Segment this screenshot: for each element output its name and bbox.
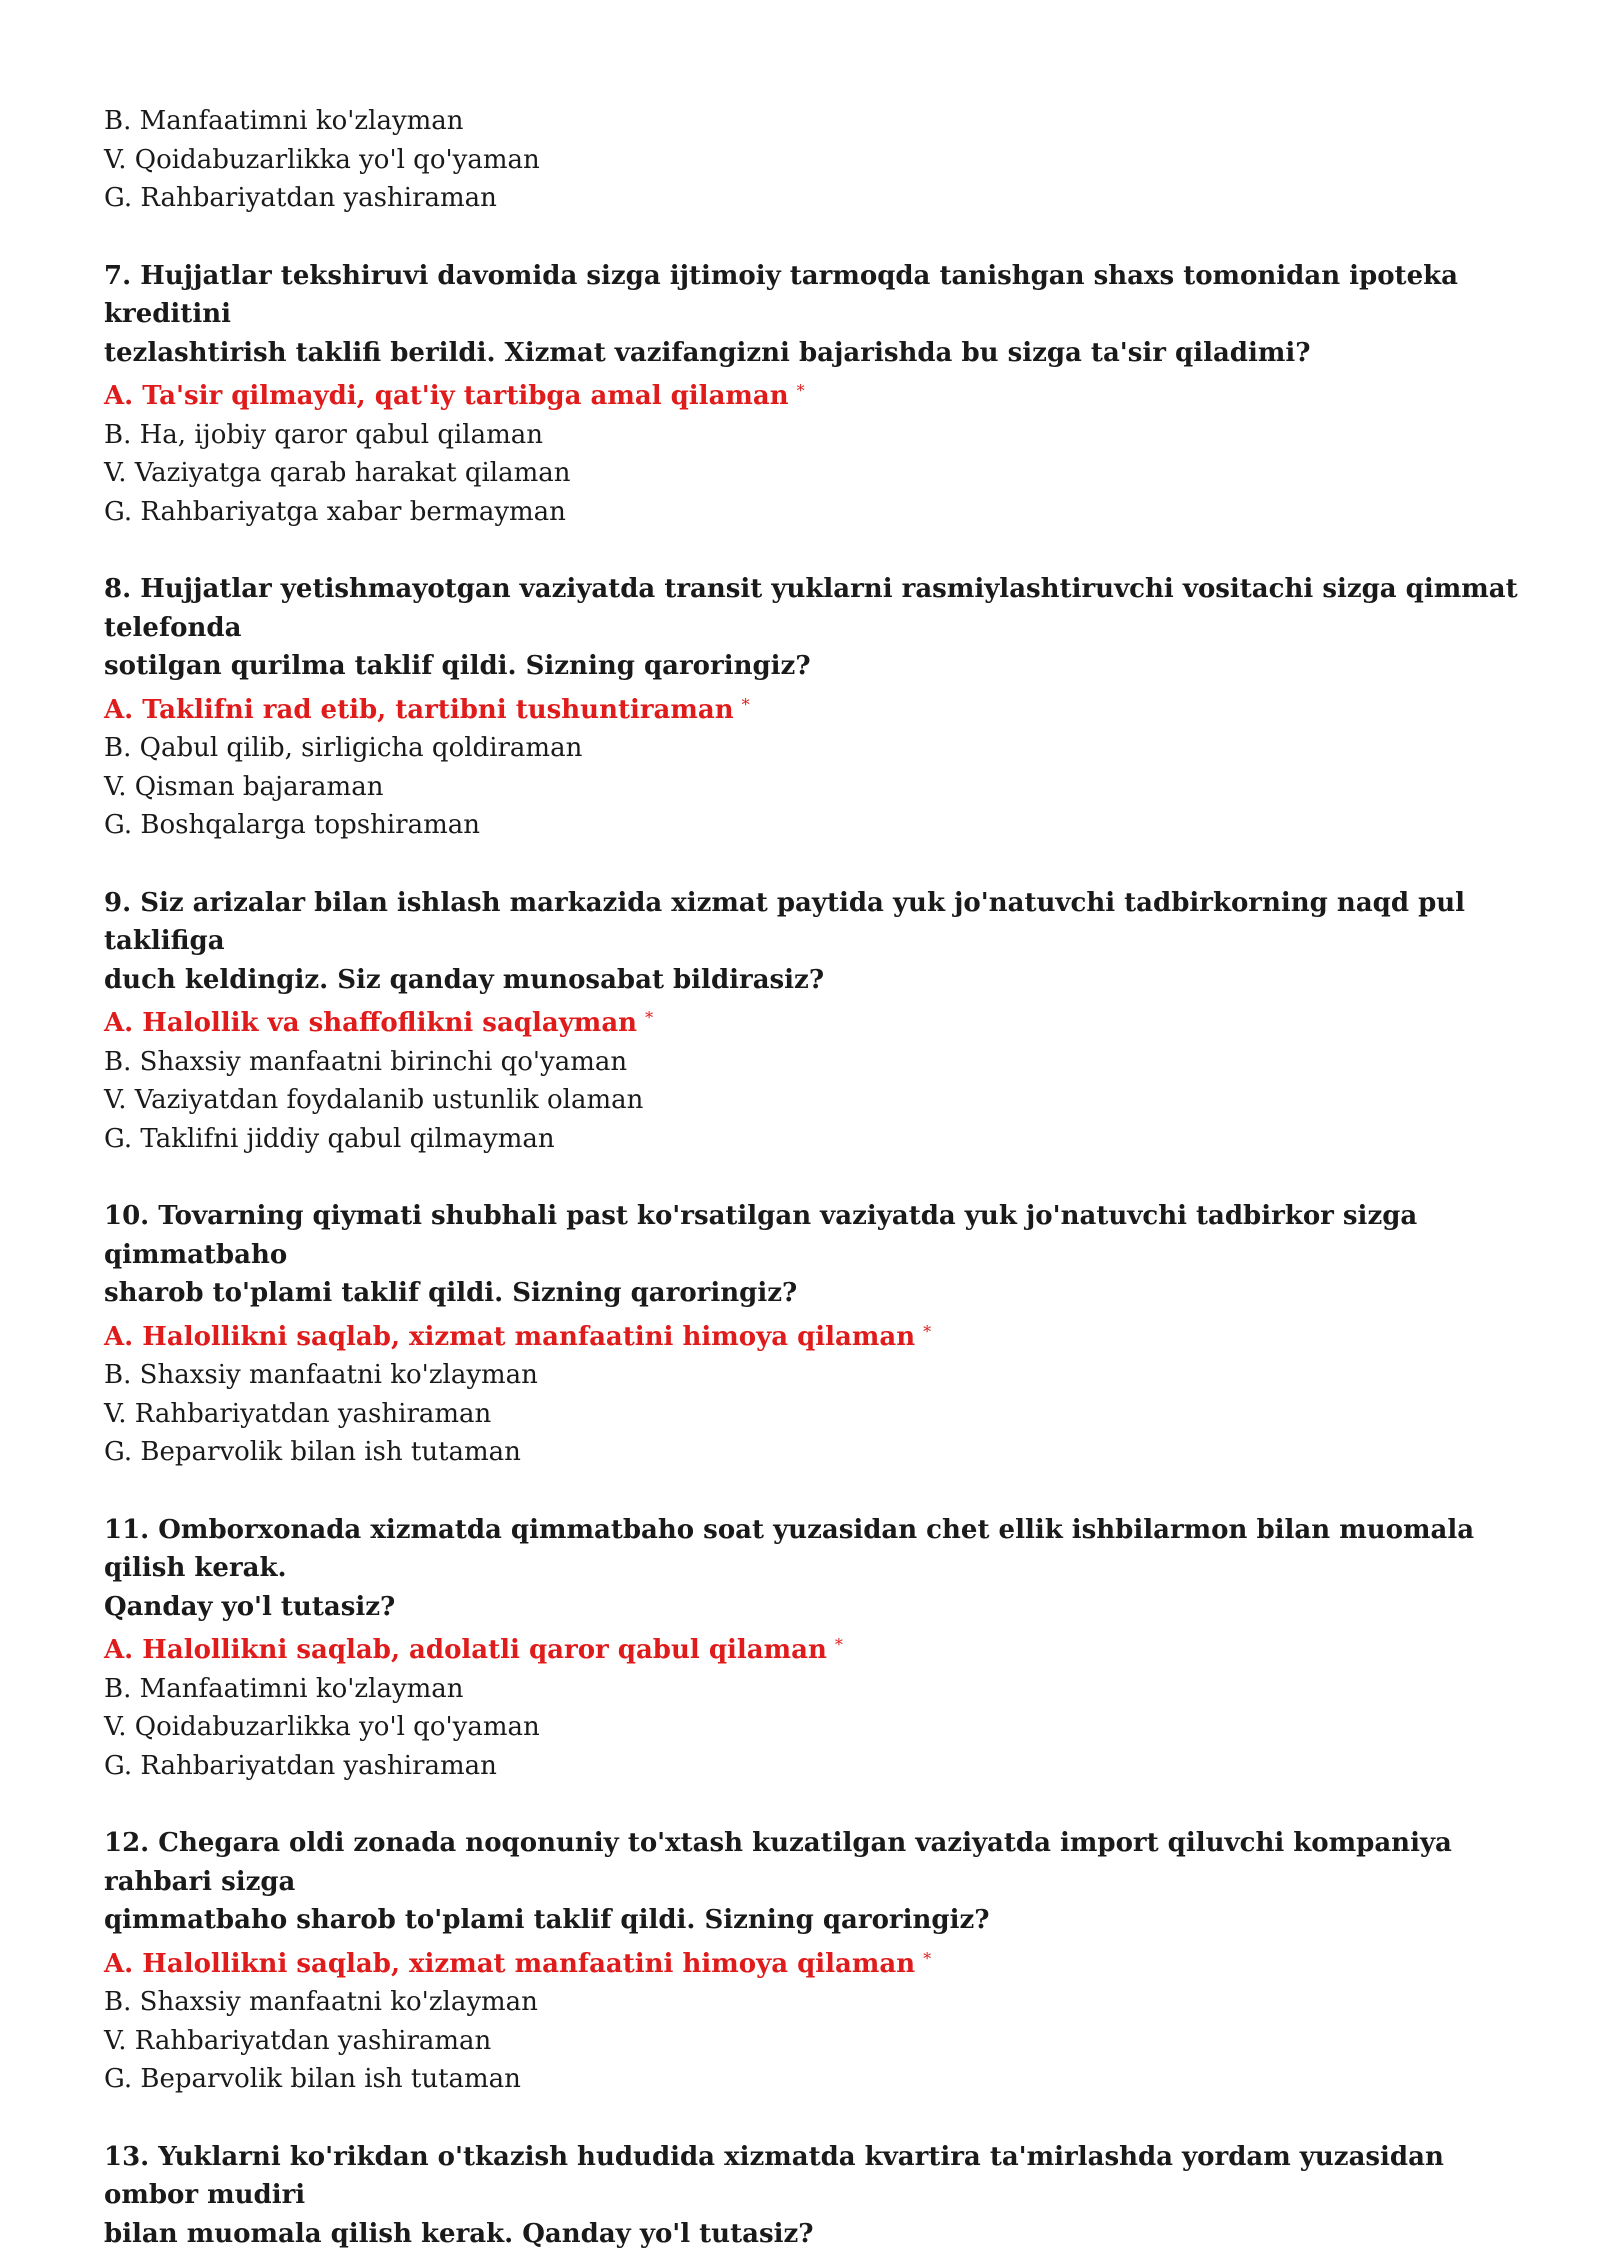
text-span: 13. Yuklarni ko'rikdan o'tkazish hududida xizmatda kvartira ta'mirlashda yordam yuzasidan ombor mudiri (104, 2142, 1444, 2211)
question-text (104, 884, 1524, 1000)
text-span: 10. Tovarning qiymati shubhali past ko'rsatilgan vaziyatda yuk jo'natuvchi tadbirkor sizga qimmatbaho (104, 1201, 1417, 1270)
option-b: B. Qabul qilib, sirligicha qoldiraman (104, 729, 1524, 768)
question-block (104, 570, 1524, 845)
document-page (104, 102, 1524, 2253)
text-span: 7. Hujjatlar tekshiruvi davomida sizga ijtimoiy tarmoqda tanishgan shaxs tomonidan ipoteka kreditini (104, 261, 1458, 330)
option-v: V. Qisman bajaraman (104, 768, 1524, 807)
correct-answer (104, 999, 1524, 1043)
question-block (104, 1197, 1524, 1472)
text-span: sotilgan qurilma taklif qildi. Sizning qaroringiz? (104, 651, 811, 681)
question-block (104, 2138, 1524, 2253)
text-span: sharob to'plami taklif qildi. Sizning qaroringiz? (104, 1278, 797, 1308)
question-text (104, 1824, 1524, 1940)
text-span: A. Halollikni saqlab, adolatli qaror qabul qilaman (104, 1635, 827, 1665)
option-v: V. Vaziyatga qarab harakat qilaman (104, 454, 1524, 493)
option-v: V. Vaziyatdan foydalanib ustunlik olaman (104, 1081, 1524, 1120)
option-g: G. Rahbariyatdan yashiraman (104, 179, 1524, 218)
text-span: A. Halollik va shaffoflikni saqlayman (104, 1008, 637, 1038)
text-span: duch keldingiz. Siz qanday munosabat bildirasiz? (104, 965, 824, 995)
text-span: A. Taklifni rad etib, tartibni tushuntiraman (104, 695, 734, 725)
option-b: B. Manfaatimni ko'zlayman (104, 1670, 1524, 1709)
text-span: 11. Omborxonada xizmatda qimmatbaho soat yuzasidan chet ellik ishbilarmon bilan muomala qilish kerak. (104, 1515, 1474, 1584)
option-v: V. Rahbariyatdan yashiraman (104, 1395, 1524, 1434)
question-text (104, 570, 1524, 686)
option-g: G. Boshqalarga topshiraman (104, 806, 1524, 845)
text-span: 8. Hujjatlar yetishmayotgan vaziyatda transit yuklarni rasmiylashtiruvchi vositachi sizga qimmat telefonda (104, 574, 1518, 643)
text-span: A. Halollikni saqlab, xizmat manfaatini himoya qilaman (104, 1949, 915, 1979)
option-b: B. Manfaatimni ko'zlayman (104, 102, 1524, 141)
question-block (104, 1824, 1524, 2099)
question-text (104, 1511, 1524, 1627)
option-v: V. Rahbariyatdan yashiraman (104, 2022, 1524, 2061)
text-span: Qanday yo'l tutasiz? (104, 1592, 395, 1622)
option-b: B. Shaxsiy manfaatni ko'zlayman (104, 1356, 1524, 1395)
correct-marker: * (797, 381, 805, 400)
text-span: A. Halollikni saqlab, xizmat manfaatini himoya qilaman (104, 1322, 915, 1352)
text-span: qimmatbaho sharob to'plami taklif qildi. Sizning qaroringiz? (104, 1905, 989, 1935)
option-b: B. Shaxsiy manfaatni ko'zlayman (104, 1983, 1524, 2022)
intro-options (104, 102, 1524, 218)
question-text (104, 2138, 1524, 2253)
question-block (104, 257, 1524, 532)
text-span: 12. Chegara oldi zonada noqonuniy to'xtash kuzatilgan vaziyatda import qiluvchi kompaniya rahbari sizga (104, 1828, 1452, 1897)
correct-answer (104, 372, 1524, 416)
text-span: tezlashtirish taklifi berildi. Xizmat vazifangizni bajarishda bu sizga ta'sir qiladimi? (104, 338, 1310, 368)
correct-answer (104, 1626, 1524, 1670)
option-g: G. Rahbariyatga xabar bermayman (104, 493, 1524, 532)
question-text (104, 257, 1524, 373)
correct-marker: * (923, 1949, 931, 1968)
option-g: G. Beparvolik bilan ish tutaman (104, 1433, 1524, 1472)
question-text (104, 1197, 1524, 1313)
correct-answer (104, 1940, 1524, 1984)
correct-answer (104, 1313, 1524, 1357)
option-g: G. Taklifni jiddiy qabul qilmayman (104, 1120, 1524, 1159)
option-v: V. Qoidabuzarlikka yo'l qo'yaman (104, 1708, 1524, 1747)
correct-marker: * (835, 1635, 843, 1654)
option-v: V. Qoidabuzarlikka yo'l qo'yaman (104, 141, 1524, 180)
option-b: B. Shaxsiy manfaatni birinchi qo'yaman (104, 1043, 1524, 1082)
correct-marker: * (742, 695, 750, 714)
text-span: bilan muomala qilish kerak. Qanday yo'l tutasiz? (104, 2219, 813, 2249)
option-g: G. Rahbariyatdan yashiraman (104, 1747, 1524, 1786)
question-block (104, 884, 1524, 1159)
option-g: G. Beparvolik bilan ish tutaman (104, 2060, 1524, 2099)
question-block (104, 1511, 1524, 1786)
option-b: B. Ha, ijobiy qaror qabul qilaman (104, 416, 1524, 455)
correct-marker: * (923, 1322, 931, 1341)
correct-answer (104, 686, 1524, 730)
text-span: A. Ta'sir qilmaydi, qat'iy tartibga amal qilaman (104, 381, 789, 411)
correct-marker: * (645, 1008, 653, 1027)
text-span: 9. Siz arizalar bilan ishlash markazida xizmat paytida yuk jo'natuvchi tadbirkorning naqd pul taklifiga (104, 888, 1465, 957)
